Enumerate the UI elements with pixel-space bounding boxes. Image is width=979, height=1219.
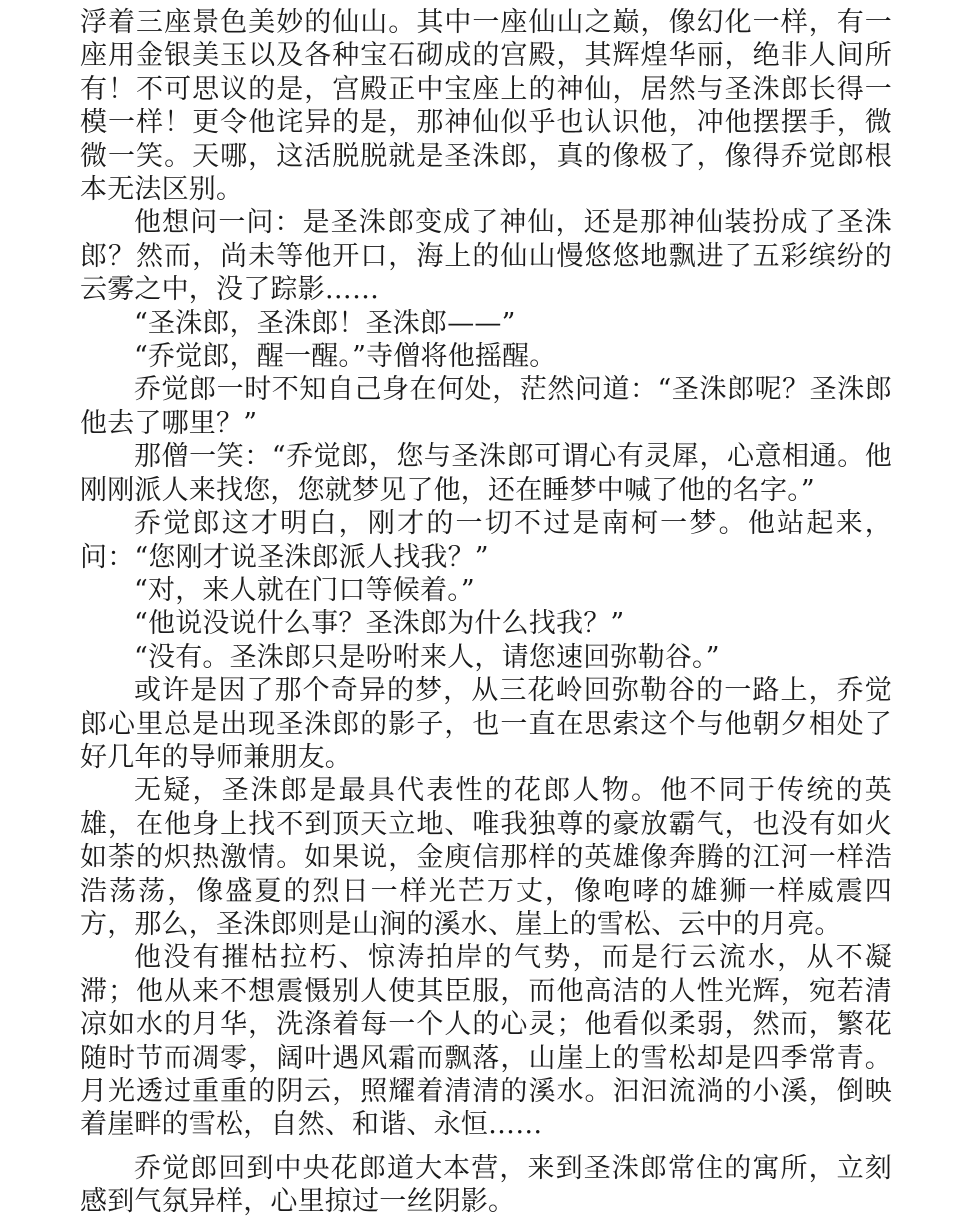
paragraph-14: 乔觉郎回到中央花郎道大本营，来到圣洙郎常住的寓所，立刻感到气氛异样，心里掠过一丝阴影。 [80, 1152, 892, 1218]
paragraph-12: 无疑，圣洙郎是最具代表性的花郎人物。他不同于传统的英雄，在他身上找不到顶天立地、唯我独尊的豪放霸气，也没有如火如荼的炽热激情。如果说，金庾信那样的英雄像奔腾的江河一样浩浩荡荡，像盛夏的烈日一样光芒万丈，像咆哮的雄狮一样威震四方，那么，圣洙郎则是山涧的溪水、崖上的雪松、云中的月亮。 [80, 775, 892, 940]
paragraph-3: “圣洙郎，圣洙郎！圣洙郎——” [134, 307, 516, 339]
paragraph-4: “乔觉郎，醒一醒。”寺僧将他摇醒。 [134, 341, 557, 373]
paragraph-2: 他想问一问：是圣洙郎变成了神仙，还是那神仙装扮成了圣洙郎？然而，尚未等他开口，海上的仙山慢悠悠地飘进了五彩缤纷的云雾之中，没了踪影…… [80, 207, 892, 306]
document-page [80, 6, 892, 1219]
paragraph-8: “对，来人就在门口等候着。” [134, 574, 475, 606]
paragraph-1: 浮着三座景色美妙的仙山。其中一座仙山之巅，像幻化一样，有一座用金银美玉以及各种宝石砌成的宫殿，其辉煌华丽，绝非人间所有！不可思议的是，宫殿正中宝座上的神仙，居然与圣洙郎长得一模一样！更令他诧异的是，那神仙似乎也认识他，冲他摆摆手，微微一笑。天哪，这活脱脱就是圣洙郎，真的像极了，像得乔觉郎根本无法区别。 [80, 7, 892, 206]
paragraph-5: 乔觉郎一时不知自己身在何处，茫然问道：“圣洙郎呢？圣洙郎他去了哪里？” [80, 374, 892, 439]
paragraph-11: 或许是因了那个奇异的梦，从三花岭回弥勒谷的一路上，乔觉郎心里总是出现圣洙郎的影子，也一直在思索这个与他朝夕相处了好几年的导师兼朋友。 [80, 675, 892, 773]
paragraph-10: “没有。圣洙郎只是吩咐来人，请您速回弥勒谷。” [134, 641, 720, 673]
paragraph-6: 那僧一笑：“乔觉郎，您与圣洙郎可谓心有灵犀，心意相通。他刚刚派人来找您，您就梦见了他，还在睡梦中喊了他的名字。” [80, 441, 892, 506]
paragraph-7: 乔觉郎这才明白，刚才的一切不过是南柯一梦。他站起来，问：“您刚才说圣洙郎派人找我？” [80, 508, 892, 573]
paragraph-13: 他没有摧枯拉朽、惊涛拍岸的气势，而是行云流水，从不凝滞；他从来不想震慑别人使其臣服，而他高洁的人性光辉，宛若清凉如水的月华，洗涤着每一个人的心灵；他看似柔弱，然而，繁花随时节而凋零，阔叶遇风霜而飘落，山崖上的雪松却是四季常青。月光透过重重的阴云，照耀着清清的溪水。汩汩流淌的小溪，倒映着崖畔的雪松，自然、和谐、永恒…… [80, 942, 892, 1141]
paragraph-9: “他说没说什么事？圣洙郎为什么找我？” [134, 608, 625, 640]
